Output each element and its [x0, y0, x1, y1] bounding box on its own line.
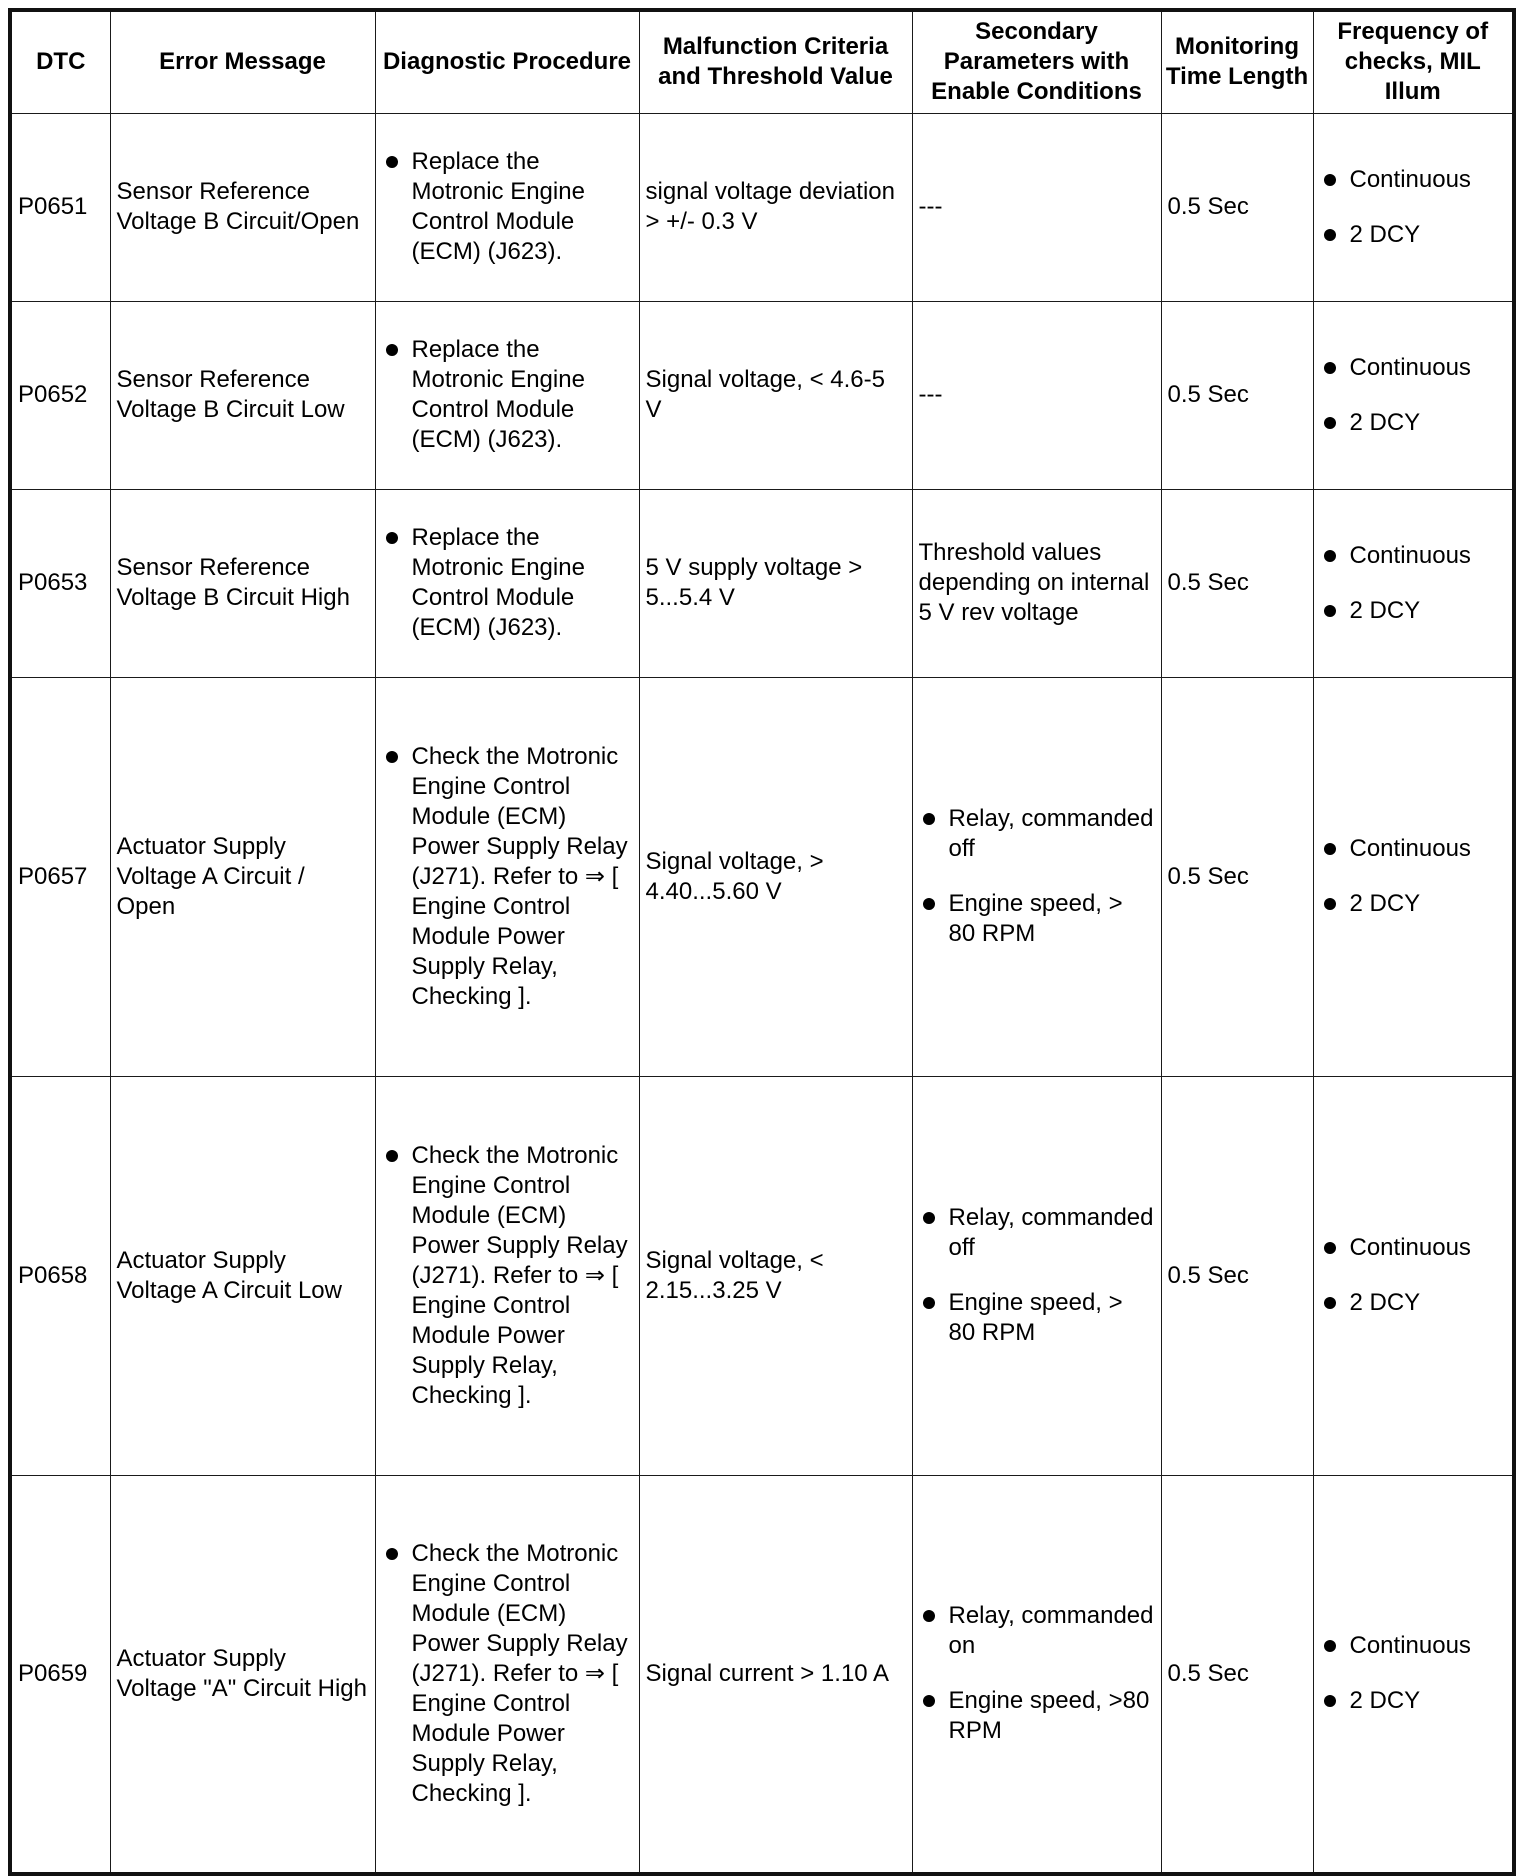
secondary-condition: Relay, commanded off [919, 804, 1155, 864]
error-message: Sensor Reference Voltage B Circuit Low [110, 301, 375, 489]
table-row [10, 301, 1514, 489]
secondary-condition: Engine speed, > 80 RPM [919, 1288, 1155, 1348]
dtc-code: P0651 [10, 113, 110, 301]
check-frequency [1313, 489, 1514, 677]
mil-item: 2 DCY [1320, 1288, 1507, 1318]
check-frequency [1313, 113, 1514, 301]
table-row [10, 489, 1514, 677]
malfunction-criteria: signal voltage deviation > +/- 0.3 V [639, 113, 912, 301]
diagnostic-procedure [375, 301, 639, 489]
error-message: Sensor Reference Voltage B Circuit High [110, 489, 375, 677]
secondary-condition: Engine speed, >80 RPM [919, 1686, 1155, 1746]
secondary-condition: Engine speed, > 80 RPM [919, 889, 1155, 949]
procedure-step: Check the Motronic Engine Control Module (ECM) Power Supply Relay (J271). Refer to ⇒ [ Engine Control Module Power Supply Relay, Checking ]. [382, 1141, 633, 1411]
table-row [10, 677, 1514, 1076]
diagnostic-procedure [375, 1076, 639, 1475]
frequency-item: Continuous [1320, 541, 1507, 571]
frequency-item: Continuous [1320, 1631, 1507, 1661]
header-malfunction-criteria: Malfunction Criteria and Threshold Value [639, 10, 912, 113]
secondary-parameters: --- [912, 113, 1161, 301]
procedure-step: Replace the Motronic Engine Control Module (ECM) (J623). [382, 523, 633, 643]
secondary-parameters: Threshold values depending on internal 5 V rev voltage [912, 489, 1161, 677]
dtc-table [8, 8, 1516, 1876]
secondary-parameters: --- [912, 301, 1161, 489]
monitoring-time: 0.5 Sec [1161, 1076, 1313, 1475]
mil-item: 2 DCY [1320, 1686, 1507, 1716]
header-secondary-parameters: Secondary Parameters with Enable Conditions [912, 10, 1161, 113]
table-row [10, 113, 1514, 301]
secondary-parameters [912, 677, 1161, 1076]
procedure-step: Check the Motronic Engine Control Module (ECM) Power Supply Relay (J271). Refer to ⇒ [ Engine Control Module Power Supply Relay, Checking ]. [382, 1539, 633, 1809]
error-message: Actuator Supply Voltage A Circuit / Open [110, 677, 375, 1076]
dtc-code: P0652 [10, 301, 110, 489]
error-message: Actuator Supply Voltage A Circuit Low [110, 1076, 375, 1475]
header-dtc: DTC [10, 10, 110, 113]
diagnostic-procedure [375, 677, 639, 1076]
procedure-step: Replace the Motronic Engine Control Module (ECM) (J623). [382, 147, 633, 267]
header-row [10, 10, 1514, 113]
check-frequency [1313, 1475, 1514, 1874]
diagnostic-procedure [375, 1475, 639, 1874]
table-row [10, 1475, 1514, 1874]
secondary-parameters [912, 1076, 1161, 1475]
error-message: Sensor Reference Voltage B Circuit/Open [110, 113, 375, 301]
frequency-item: Continuous [1320, 1233, 1507, 1263]
secondary-condition: Relay, commanded on [919, 1601, 1155, 1661]
mil-item: 2 DCY [1320, 408, 1507, 438]
malfunction-criteria: Signal voltage, > 4.40...5.60 V [639, 677, 912, 1076]
monitoring-time: 0.5 Sec [1161, 301, 1313, 489]
diagnostic-procedure [375, 489, 639, 677]
document-page [8, 8, 1512, 1862]
check-frequency [1313, 301, 1514, 489]
error-message: Actuator Supply Voltage "A" Circuit High [110, 1475, 375, 1874]
table-row [10, 1076, 1514, 1475]
mil-item: 2 DCY [1320, 596, 1507, 626]
procedure-step: Check the Motronic Engine Control Module (ECM) Power Supply Relay (J271). Refer to ⇒ [ Engine Control Module Power Supply Relay, Checking ]. [382, 742, 633, 1012]
mil-item: 2 DCY [1320, 220, 1507, 250]
header-frequency: Frequency of checks, MIL Illum [1313, 10, 1514, 113]
monitoring-time: 0.5 Sec [1161, 113, 1313, 301]
header-error-message: Error Message [110, 10, 375, 113]
procedure-step: Replace the Motronic Engine Control Module (ECM) (J623). [382, 335, 633, 455]
frequency-item: Continuous [1320, 834, 1507, 864]
malfunction-criteria: Signal voltage, < 2.15...3.25 V [639, 1076, 912, 1475]
frequency-item: Continuous [1320, 165, 1507, 195]
malfunction-criteria: 5 V supply voltage > 5...5.4 V [639, 489, 912, 677]
monitoring-time: 0.5 Sec [1161, 677, 1313, 1076]
monitoring-time: 0.5 Sec [1161, 1475, 1313, 1874]
check-frequency [1313, 677, 1514, 1076]
mil-item: 2 DCY [1320, 889, 1507, 919]
check-frequency [1313, 1076, 1514, 1475]
dtc-code: P0658 [10, 1076, 110, 1475]
frequency-item: Continuous [1320, 353, 1507, 383]
monitoring-time: 0.5 Sec [1161, 489, 1313, 677]
header-monitoring-time: Monitoring Time Length [1161, 10, 1313, 113]
malfunction-criteria: Signal voltage, < 4.6-5 V [639, 301, 912, 489]
dtc-code: P0657 [10, 677, 110, 1076]
diagnostic-procedure [375, 113, 639, 301]
secondary-condition: Relay, commanded off [919, 1203, 1155, 1263]
secondary-parameters [912, 1475, 1161, 1874]
dtc-code: P0659 [10, 1475, 110, 1874]
dtc-code: P0653 [10, 489, 110, 677]
malfunction-criteria: Signal current > 1.10 A [639, 1475, 912, 1874]
header-diagnostic-procedure: Diagnostic Procedure [375, 10, 639, 113]
